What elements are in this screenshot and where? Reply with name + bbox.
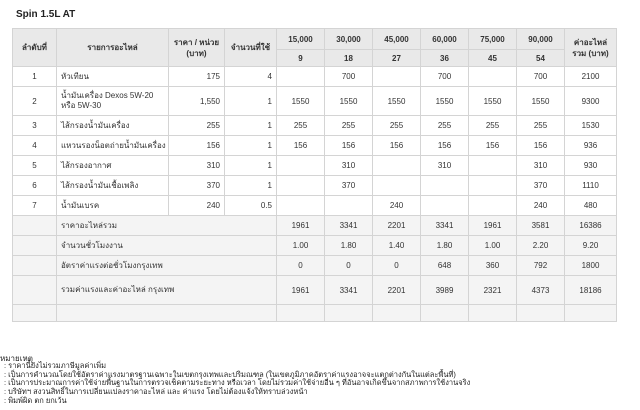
row-price: 1,550: [169, 87, 225, 116]
row-value: [373, 67, 421, 87]
header-month: 9: [277, 50, 325, 67]
note-item: : เป็นการประมาณการค่าใช้จ่ายพื้นฐานในการตรวจเช็คตามระยะทาง หรือเวลา โดยไม่รวมค่าใช้จ่ายอื่น ๆ ที่อันอาจเกิดขึ้นจากสภาพการใช้งานจริง: [4, 378, 471, 388]
row-price: 156: [169, 136, 225, 156]
header-total: ค่าอะไหล่รวม (บาท): [565, 29, 617, 67]
row-item: แหวนรองน็อตถ่ายน้ำมันเครื่อง: [57, 136, 169, 156]
row-price: 255: [169, 116, 225, 136]
row-total: 1110: [565, 176, 617, 196]
header-km: 75,000: [469, 29, 517, 50]
summary-label: อัตราค่าแรงต่อชั่วโมงกรุงเทพ: [57, 256, 277, 276]
header-month: 36: [421, 50, 469, 67]
notes-title: หมายเหตุ: [0, 354, 33, 363]
table-row: [13, 176, 617, 196]
row-value: [373, 156, 421, 176]
summary-empty-cell: [13, 256, 57, 276]
row-item: ไส้กรองน้ำมันเชื้อเพลิง: [57, 176, 169, 196]
row-value: [277, 196, 325, 216]
header-month: 27: [373, 50, 421, 67]
summary-row: [13, 236, 617, 256]
blank-cell: [469, 305, 517, 322]
page-title: Spin 1.5L AT: [16, 9, 76, 20]
summary-total: 18186: [565, 276, 617, 305]
note-item: : เป็นการคำนวณโดยใช้อัตราค่าแรงมาตรฐานเฉพาะในเขตกรุงเทพและปริมณฑล (ในเขตภูมิภาคอัตราค่าแรงอาจจะแตกต่างกันในแต่ละพื้นที่): [4, 369, 456, 379]
summary-value: 3341: [325, 276, 373, 305]
row-value: 240: [517, 196, 565, 216]
summary-total: 1800: [565, 256, 617, 276]
header-month: 18: [325, 50, 373, 67]
row-price: 240: [169, 196, 225, 216]
row-qty: 1: [225, 176, 277, 196]
note-item: : ราคานี้ยังไม่รวมภาษีมูลค่าเพิ่ม: [4, 361, 107, 370]
row-total: 930: [565, 156, 617, 176]
row-value: 156: [325, 136, 373, 156]
row-no: 7: [13, 196, 57, 216]
row-no: 2: [13, 87, 57, 116]
summary-value: 3341: [421, 216, 469, 236]
row-value: [469, 176, 517, 196]
row-value: 240: [373, 196, 421, 216]
row-value: 370: [325, 176, 373, 196]
summary-value: 0: [325, 256, 373, 276]
table-row: [13, 136, 617, 156]
row-value: 156: [277, 136, 325, 156]
table-row: [13, 87, 617, 116]
summary-value: 1.80: [325, 236, 373, 256]
summary-value: 1961: [277, 216, 325, 236]
row-value: [277, 67, 325, 87]
row-value: [373, 176, 421, 196]
summary-value: 1.00: [277, 236, 325, 256]
header-month: 45: [469, 50, 517, 67]
summary-row: [13, 256, 617, 276]
summary-value: 2201: [373, 216, 421, 236]
header-month: 54: [517, 50, 565, 67]
row-value: [421, 196, 469, 216]
row-qty: 1: [225, 156, 277, 176]
row-no: 1: [13, 67, 57, 87]
row-no: 5: [13, 156, 57, 176]
header-row: [13, 29, 617, 50]
row-total: 1530: [565, 116, 617, 136]
row-value: 1550: [517, 87, 565, 116]
header-qty: จำนวนที่ใช้: [225, 29, 277, 67]
summary-value: 1961: [469, 216, 517, 236]
table-row: [13, 67, 617, 87]
summary-value: 0: [373, 256, 421, 276]
blank-cell: [325, 305, 373, 322]
row-no: 3: [13, 116, 57, 136]
row-value: 255: [517, 116, 565, 136]
row-total: 480: [565, 196, 617, 216]
row-value: 156: [469, 136, 517, 156]
row-value: 1550: [469, 87, 517, 116]
row-no: 4: [13, 136, 57, 156]
summary-value: 792: [517, 256, 565, 276]
summary-value: 0: [277, 256, 325, 276]
row-value: 370: [517, 176, 565, 196]
row-value: 1550: [421, 87, 469, 116]
row-qty: 1: [225, 87, 277, 116]
summary-value: 3989: [421, 276, 469, 305]
summary-total: 16386: [565, 216, 617, 236]
row-value: [421, 176, 469, 196]
maintenance-cost-table: [12, 28, 617, 322]
header-km: 90,000: [517, 29, 565, 50]
row-value: [469, 196, 517, 216]
summary-value: 1.00: [469, 236, 517, 256]
row-qty: 0.5: [225, 196, 277, 216]
table-row: [13, 116, 617, 136]
row-value: [277, 176, 325, 196]
row-item: น้ำมันเบรค: [57, 196, 169, 216]
row-price: 370: [169, 176, 225, 196]
summary-value: 3581: [517, 216, 565, 236]
row-value: [469, 67, 517, 87]
summary-value: 648: [421, 256, 469, 276]
row-value: 255: [421, 116, 469, 136]
summary-value: 2201: [373, 276, 421, 305]
row-qty: 1: [225, 136, 277, 156]
row-value: 255: [277, 116, 325, 136]
note-item: : บริษัทฯ สงวนสิทธิ์ในการเปลี่ยนแปลงราคาอะไหล่ และ ค่าแรง โดยไม่ต้องแจ้งให้ทราบล่วงหน้า: [4, 387, 308, 397]
header-km: 30,000: [325, 29, 373, 50]
row-value: 255: [325, 116, 373, 136]
row-value: 310: [325, 156, 373, 176]
summary-empty-cell: [13, 276, 57, 305]
note-item: : พิมพ์ผิด ตก ยกเว้น: [4, 395, 67, 405]
header-km: 60,000: [421, 29, 469, 50]
header-km: 15,000: [277, 29, 325, 50]
summary-value: 360: [469, 256, 517, 276]
row-value: [277, 156, 325, 176]
blank-cell: [277, 305, 325, 322]
summary-empty-cell: [13, 236, 57, 256]
row-item: หัวเทียน: [57, 67, 169, 87]
table-row: [13, 156, 617, 176]
blank-row: [13, 305, 617, 322]
header-item: รายการอะไหล่: [57, 29, 169, 67]
blank-cell: [13, 305, 57, 322]
blank-cell: [57, 305, 277, 322]
summary-value: 1.80: [421, 236, 469, 256]
row-qty: 1: [225, 116, 277, 136]
row-total: 2100: [565, 67, 617, 87]
blank-cell: [421, 305, 469, 322]
row-price: 175: [169, 67, 225, 87]
summary-value: 2321: [469, 276, 517, 305]
row-value: 156: [421, 136, 469, 156]
row-value: 255: [469, 116, 517, 136]
row-total: 9300: [565, 87, 617, 116]
row-value: 156: [373, 136, 421, 156]
row-value: [325, 196, 373, 216]
row-value: 700: [421, 67, 469, 87]
row-value: 255: [373, 116, 421, 136]
blank-cell: [373, 305, 421, 322]
blank-cell: [517, 305, 565, 322]
row-value: [469, 156, 517, 176]
header-km: 45,000: [373, 29, 421, 50]
header-no: ลำดับที่: [13, 29, 57, 67]
row-item: ไส้กรองอากาศ: [57, 156, 169, 176]
row-value: 310: [421, 156, 469, 176]
row-price: 310: [169, 156, 225, 176]
summary-value: 4373: [517, 276, 565, 305]
summary-total: 9.20: [565, 236, 617, 256]
row-value: 156: [517, 136, 565, 156]
header-price: ราคา / หน่วย (บาท): [169, 29, 225, 67]
row-value: 1550: [373, 87, 421, 116]
blank-cell: [565, 305, 617, 322]
summary-value: 1.40: [373, 236, 421, 256]
summary-row: [13, 276, 617, 305]
row-item: ไส้กรองน้ำมันเครื่อง: [57, 116, 169, 136]
row-total: 936: [565, 136, 617, 156]
row-value: 1550: [325, 87, 373, 116]
notes-list: [4, 362, 470, 406]
summary-value: 3341: [325, 216, 373, 236]
row-item: น้ำมันเครื่อง Dexos 5W-20 หรือ 5W-30: [57, 87, 169, 116]
summary-value: 2.20: [517, 236, 565, 256]
summary-value: 1961: [277, 276, 325, 305]
row-value: 310: [517, 156, 565, 176]
row-qty: 4: [225, 67, 277, 87]
row-value: 700: [517, 67, 565, 87]
summary-label: รวมค่าแรงและค่าอะไหล่ กรุงเทพ: [57, 276, 277, 305]
table-row: [13, 196, 617, 216]
summary-label: ราคาอะไหล่รวม: [57, 216, 277, 236]
summary-empty-cell: [13, 216, 57, 236]
summary-label: จำนวนชั่วโมงงาน: [57, 236, 277, 256]
row-no: 6: [13, 176, 57, 196]
row-value: 700: [325, 67, 373, 87]
row-value: 1550: [277, 87, 325, 116]
summary-row: [13, 216, 617, 236]
